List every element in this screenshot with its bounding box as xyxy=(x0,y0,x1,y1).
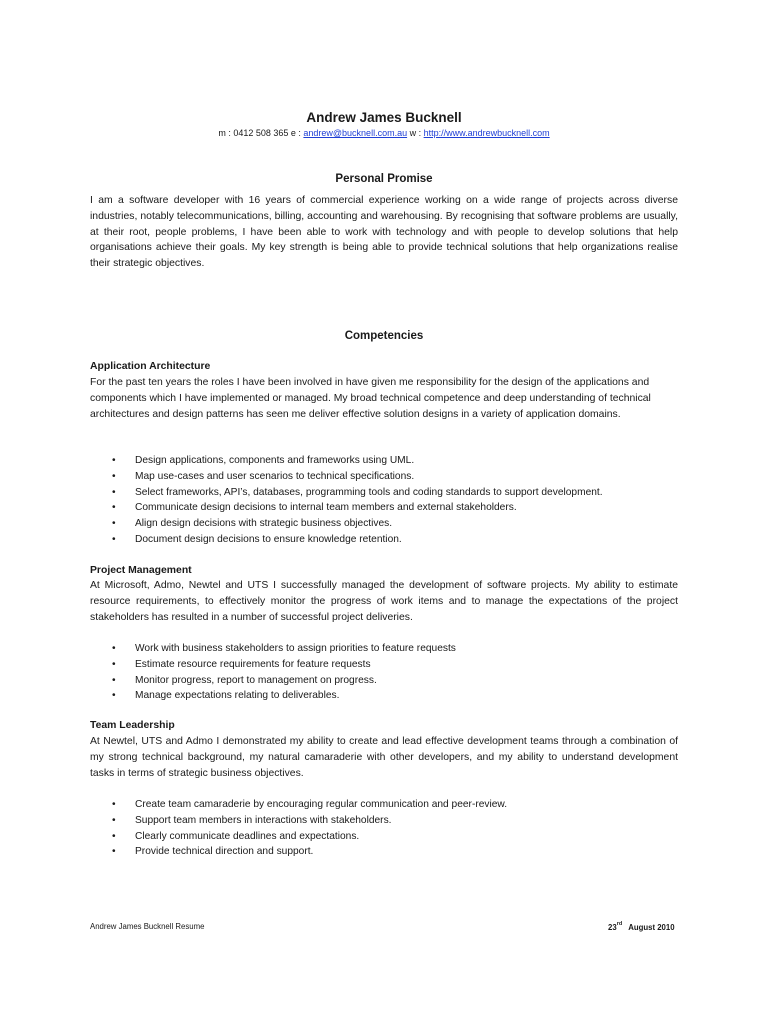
list-item: • Clearly communicate deadlines and expectations. xyxy=(110,829,507,845)
resume-name: Andrew James Bucknell xyxy=(306,110,462,125)
list-item: • Estimate resource requirements for feature requests xyxy=(110,657,456,673)
list-item: • Design applications, components and frameworks using UML. xyxy=(110,453,603,469)
phone-label: m : 0412 508 365 e : xyxy=(218,128,304,138)
list-item: • Work with business stakeholders to assign priorities to feature requests xyxy=(110,641,456,657)
bullet-icon: • xyxy=(112,533,116,545)
bullet-list-application-architecture xyxy=(110,453,603,548)
bullet-icon: • xyxy=(112,799,116,810)
competencies-heading: Competencies xyxy=(344,330,424,342)
list-item: • Monitor progress, report to management on progress. xyxy=(110,673,456,689)
section-title-team-leadership: Team Leadership xyxy=(90,720,175,731)
bullet-icon: • xyxy=(112,643,116,654)
section-text-project-management: At Microsoft, Admo, Newtel and UTS I successfully managed the development of software projects. My ability to estimate resource requirements, to effectively monitor the progress of work items and to manage the expectations of the project stakeholders has resulted in a number of successful project deliveries. xyxy=(90,580,678,623)
website-label: w : xyxy=(407,128,424,138)
footer-date xyxy=(608,921,675,932)
list-item: • Align design decisions with strategic business objectives. xyxy=(110,516,603,532)
bullet-icon: • xyxy=(112,486,116,498)
list-item: • Manage expectations relating to deliverables. xyxy=(110,688,456,704)
personal-promise-heading: Personal Promise xyxy=(335,173,433,185)
personal-promise-text: I am a software developer with 16 years of commercial experience working on a wide range of projects across diverse industries, notably telecommunications, billing, accounting and warehousing. By recognising that software problems are usually, at their root, people problems, I have been able to work with technology and with people to develop solutions that help organisations achieve their goals. My key strength is being able to provide technical solutions that help organizations realise their strategic objectives. xyxy=(90,195,678,270)
footer-date-rest: August 2010 xyxy=(628,923,675,932)
list-item: • Communicate design decisions to internal team members and external stakeholders. xyxy=(110,500,603,516)
list-item: • Select frameworks, API’s, databases, programming tools and coding standards to support development. xyxy=(110,485,603,501)
bullet-icon: • xyxy=(112,470,116,482)
bullet-list-project-management xyxy=(110,641,456,704)
contact-line xyxy=(0,128,768,138)
email-link[interactable]: andrew@bucknell.com.au xyxy=(303,128,408,138)
bullet-icon: • xyxy=(112,518,116,530)
section-text-team-leadership: At Newtel, UTS and Admo I demonstrated my ability to create and lead effective development teams through a combination of my strong technical background, my natural camaraderie with other developers, and my ability to understand development tasks in terms of strategic business objectives. xyxy=(90,736,678,779)
section-title-project-management: Project Management xyxy=(90,565,192,576)
bullet-list-team-leadership xyxy=(110,797,507,860)
list-item: • Document design decisions to ensure knowledge retention. xyxy=(110,532,603,548)
list-item: • Map use-cases and user scenarios to technical specifications. xyxy=(110,469,603,485)
footer-document-title: Andrew James Bucknell Resume xyxy=(90,922,205,931)
bullet-icon: • xyxy=(112,455,116,466)
section-title-application-architecture: Application Architecture xyxy=(90,361,211,372)
bullet-icon: • xyxy=(112,690,116,702)
bullet-icon: • xyxy=(112,674,116,686)
list-item: • Provide technical direction and support. xyxy=(110,844,507,860)
bullet-icon: • xyxy=(112,814,116,826)
list-item: • Create team camaraderie by encouraging regular communication and peer-review. xyxy=(110,797,507,813)
footer-date-day: 23 xyxy=(608,923,617,932)
website-link[interactable]: http://www.andrewbucknell.com xyxy=(423,128,550,138)
footer-date-suffix: rd xyxy=(616,921,623,927)
list-item: • Support team members in interactions with stakeholders. xyxy=(110,813,507,829)
bullet-icon: • xyxy=(112,846,116,858)
bullet-icon: • xyxy=(112,830,116,842)
bullet-icon: • xyxy=(112,658,116,670)
bullet-icon: • xyxy=(112,502,116,514)
section-text-application-architecture: For the past ten years the roles I have been involved in have given me responsibility for the design of the applications and components which I have implemented or managed. My broad technical competence and deep understanding of technical architectures and design patterns has seen me deliver effective solution designs in a variety of application domains. xyxy=(90,377,651,420)
